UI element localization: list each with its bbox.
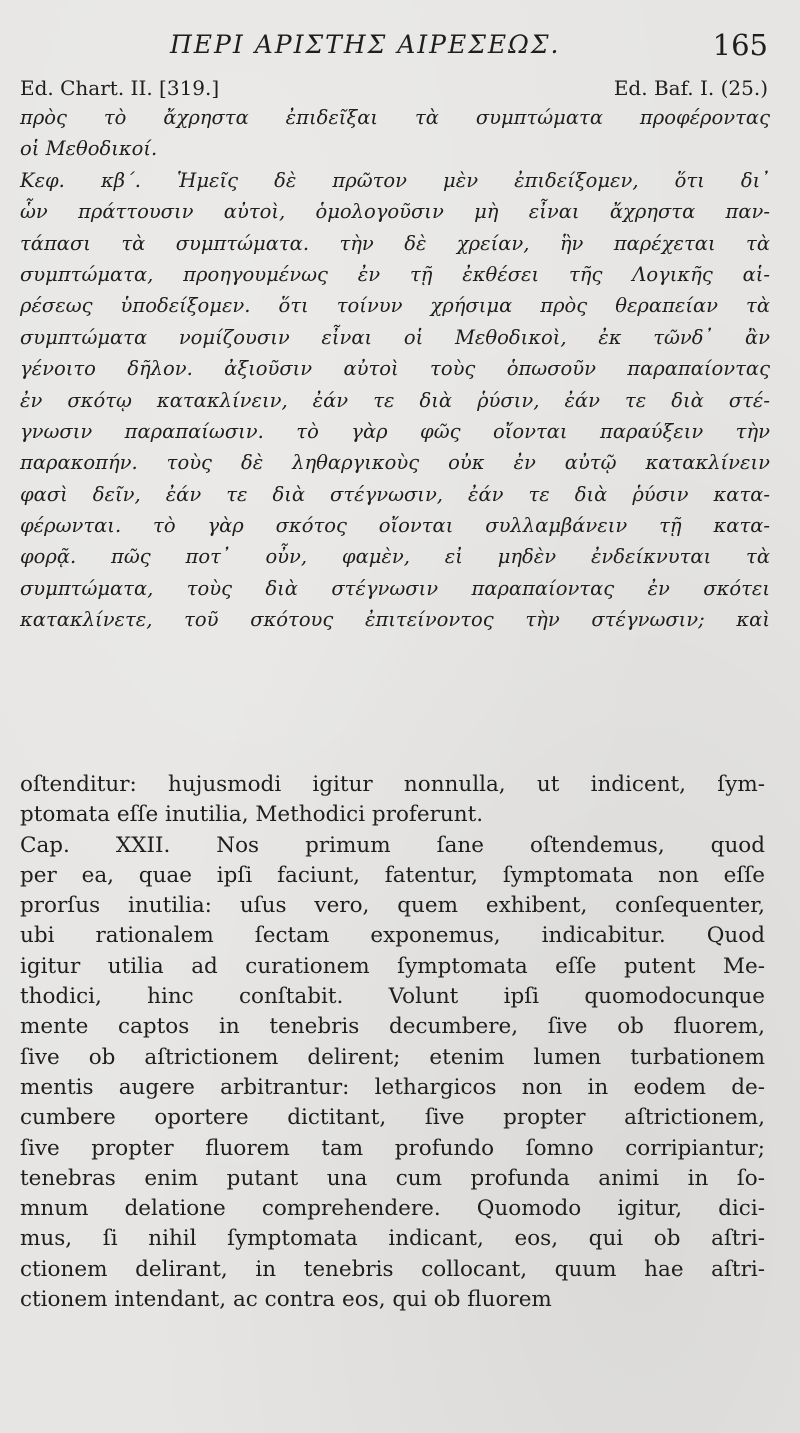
latin-text-line: igitur utilia ad curationem ſymptomata eſſe putent Me- — [20, 953, 765, 979]
latin-text-line: ctionem intendant, ac contra eos, qui ob fluorem — [20, 1287, 552, 1313]
latin-text-line: oſtenditur: hujusmodi igitur nonnulla, ut indicent, ſym- — [20, 772, 765, 797]
greek-text-line: ὧν πράττουσιν αὐτοὶ, ὁμολογοῦσιν μὴ εἶναι ἄχρηστα παν- — [20, 200, 770, 224]
edition-reference-line — [20, 76, 768, 104]
latin-text-line: per ea, quae ipſi faciunt, fatentur, ſymptomata non eſſe — [20, 862, 765, 888]
greek-text-line: φέρωνται. τὸ γὰρ σκότος οἴονται συλλαμβάνειν τῇ κατα- — [20, 514, 770, 538]
latin-text-line: mente captos in tenebris decumbere, ſive ob fluorem, — [20, 1014, 765, 1040]
latin-text-line: thodici, hinc conſtabit. Volunt ipſi quomodocunque — [20, 984, 765, 1010]
latin-text-line: prorſus inutilia: uſus vero, quem exhibent, conſequenter, — [20, 893, 765, 919]
latin-text-line: mentis augere arbitrantur: lethargicos non in eodem de- — [20, 1074, 765, 1100]
greek-text-line: συμπτώματα νομίζουσιν εἶναι οἱ Μεθοδικοὶ, ἐκ τῶνδ᾽ ἂν — [20, 325, 770, 349]
latin-text-line: Cap. XXII. Nos primum ſane oſtendemus, quod — [20, 832, 765, 858]
greek-text-line: παρακοπήν. τοὺς δὲ ληθαργικοὺς οὐκ ἐν αὐτῷ κατακλίνειν — [20, 451, 770, 475]
greek-text-line: συμπτώματα, προηγουμένως ἐν τῇ ἐκθέσει τῆς Λογικῆς αἱ- — [20, 262, 770, 286]
greek-text-line: φορᾷ. πῶς ποτ᾽ οὖν, φαμὲν, εἰ μηδὲν ἐνδείκνυται τὰ — [20, 545, 770, 569]
edition-chartier-reference: Ed. Chart. II. [319.] — [20, 76, 220, 100]
latin-text-line: ſive propter fluorem tam profundo ſomno corripiantur; — [20, 1135, 765, 1161]
running-head — [0, 28, 800, 68]
latin-text-line: ubi rationalem ſectam exponemus, indicabitur. Quod — [20, 923, 765, 949]
latin-text-line: tenebras enim putant una cum profunda animi in ſo- — [20, 1165, 765, 1191]
latin-text-line: ſive ob aſtrictionem delirent; etenim lumen turbationem — [20, 1044, 765, 1070]
edition-basel-reference: Ed. Baf. I. (25.) — [613, 76, 768, 100]
greek-text-line: φασὶ δεῖν, ἐάν τε διὰ στέγνωσιν, ἐάν τε διὰ ῥύσιν κατα- — [20, 482, 770, 506]
greek-text-line: Κεφ. κβ΄. Ἡμεῖς δὲ πρῶτον μὲν ἐπιδείξομεν, ὅτι δι᾽ — [20, 168, 770, 192]
greek-text-line: κατακλίνετε, τοῦ σκότους ἐπιτείνοντος τὴν στέγνωσιν; καὶ — [20, 608, 770, 632]
latin-text-line: ptomata eſſe inutilia, Methodici proferunt. — [20, 802, 484, 828]
greek-text-line: οἱ Μεθοδικοί. — [20, 137, 158, 161]
running-title: ΠΕΡΙ ΑΡΙΣΤΗΣ ΑΙΡΕΣΕΩΣ. — [170, 30, 561, 59]
greek-text-line: γνωσιν παραπαίωσιν. τὸ γὰρ φῶς οἴονται παραύξειν τὴν — [20, 419, 770, 443]
page-number: 165 — [712, 28, 768, 62]
latin-text-line: cumbere oportere dictitant, ſive propter aſtrictionem, — [20, 1105, 765, 1131]
greek-text-line: συμπτώματα, τοὺς διὰ στέγνωσιν παραπαίοντας ἐν σκότει — [20, 576, 770, 600]
greek-text-line: πρὸς τὸ ἄχρηστα ἐπιδεῖξαι τὰ συμπτώματα προφέροντας — [20, 106, 770, 129]
greek-text-line: τάπασι τὰ συμπτώματα. τὴν δὲ χρείαν, ἣν παρέχεται τὰ — [20, 231, 770, 255]
greek-text-line: ἐν σκότῳ κατακλίνειν, ἐάν τε διὰ ῥύσιν, ἐάν τε διὰ στέ- — [20, 388, 770, 412]
greek-text-line: ρέσεως ὑποδείξομεν. ὅτι τοίνυν χρήσιμα πρὸς θεραπείαν τὰ — [20, 294, 770, 318]
greek-text-block — [20, 102, 770, 636]
latin-text-line: mus, ſi nihil ſymptomata indicant, eos, qui ob aſtri- — [20, 1226, 765, 1252]
greek-text-line: γένοιτο δῆλον. ἀξιοῦσιν αὐτοὶ τοὺς ὁπωσοῦν παραπαίοντας — [20, 357, 770, 381]
latin-text-line: mnum delatione comprehendere. Quomodo igitur, dici- — [20, 1196, 765, 1222]
latin-text-block — [20, 770, 765, 1315]
latin-text-line: ctionem delirant, in tenebris collocant, quum hae aſtri- — [20, 1256, 765, 1282]
